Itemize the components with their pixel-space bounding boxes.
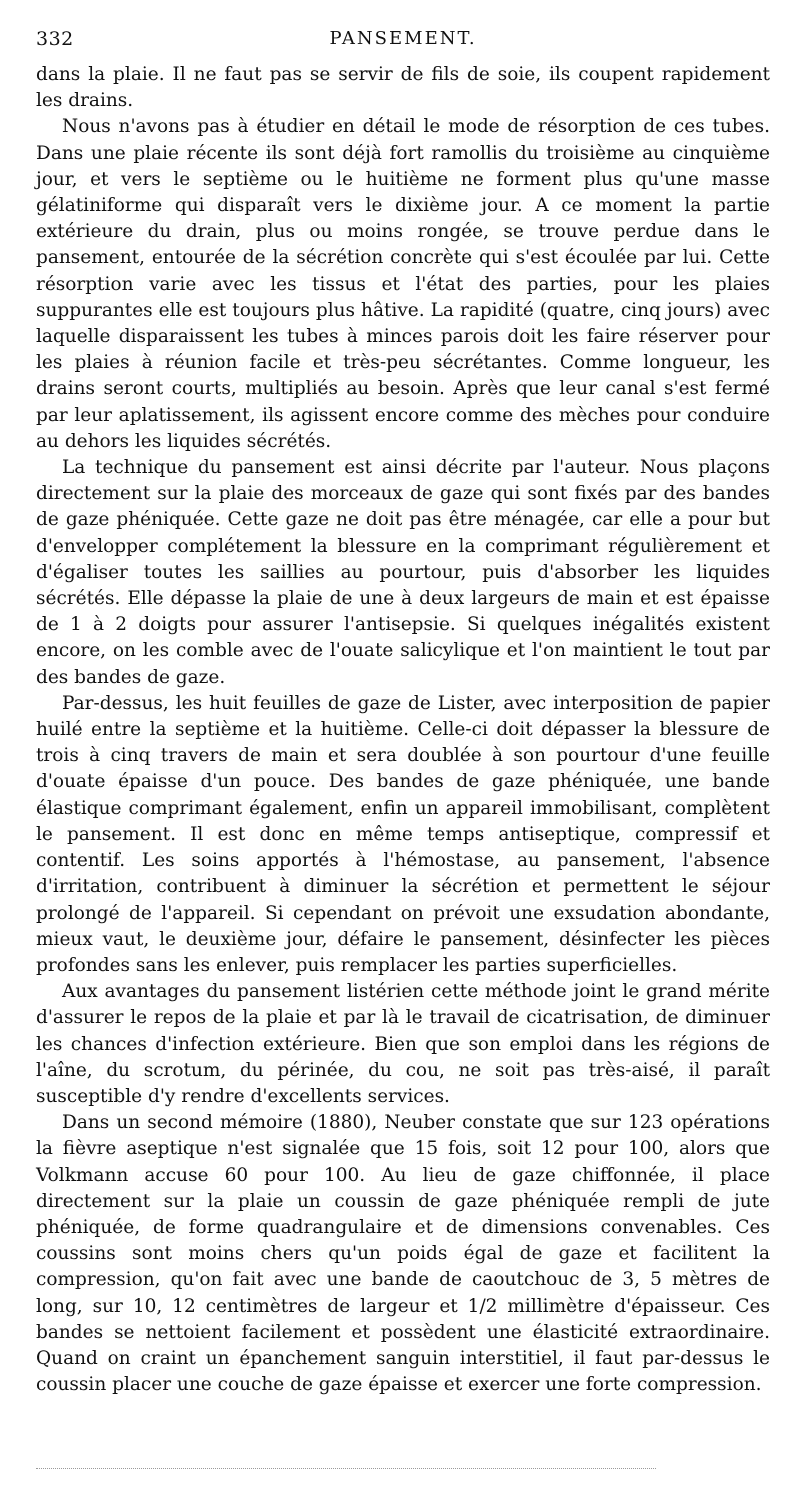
page-number: 332 — [36, 28, 74, 50]
paragraph-advantages: Aux avantages du pansement listérien cette méthode joint le grand mérite d'assurer le repos de la plaie et par là le travail de cicatrisation, de diminuer les chances d'infection extérieure. Bien que son emploi dans les régions de l'aîne, du scrotum, du périnée, du cou, ne soit pas très-aisé, il paraît susceptible d'y rendre d'excellents services. — [36, 981, 770, 1107]
running-title: PANSEMENT. — [329, 28, 477, 49]
paragraph-continued: dans la plaie. Il ne faut pas se servir de fils de soie, ils coupent rapidement les drains. — [36, 64, 770, 112]
paragraph-dressing-technique: La technique du pansement est ainsi décrite par l'auteur. Nous plaçons directement sur la plaie des morceaux de gaze qui sont fixés par des bandes de gaze phéniquée. Cette gaze ne doit pas être ménagée, car elle a pour but d'envelopper complétement la blessure en la comprimant régulièrement et d'égaliser toutes les saillies au pourtour, puis d'absorber les liquides sécrétés. Elle dépasse la plaie de une à deux largeurs de main et est épaisse de 1 à 2 doigts pour assurer l'antisepsie. Si quelques inégalités existent encore, on les comble avec de l'ouate salicylique et l'on maintient le tout par des bandes de gaze. — [36, 457, 770, 688]
paragraph-drain-resorption: Nous n'avons pas à étudier en détail le mode de résorption de ces tubes. Dans une plaie récente ils sont déjà fort ramollis du troisième au cinquième jour, et vers le septième ou le huitième ne forment plus qu'une masse gélatiniforme qui disparaît vers le dixième jour. A ce moment la partie extérieure du drain, plus ou moins rongée, se trouve perdue dans le pansement, entourée de la sécrétion concrète qui s'est écoulée par lui. Cette résorption varie avec les tissus et l'état des parties, pour les plaies suppurantes elle est toujours plus hâtive. La rapidité (quatre, cinq jours) avec laquelle disparaissent les tubes à minces parois doit les faire réserver pour les plaies à réunion facile et très-peu sécrétantes. Comme longueur, les drains seront courts, multipliés au besoin. Après que leur canal s'est fermé par leur aplatissement, ils agissent encore comme des mèches pour conduire au dehors les liquides sécrétés. — [36, 116, 770, 452]
footer-dotted-rule — [36, 1468, 656, 1469]
running-header — [36, 28, 770, 62]
paragraph-second-memoir: Dans un second mémoire (1880), Neuber constate que sur 123 opérations la fièvre aseptique n'est signalée que 15 fois, soit 12 pour 100, alors que Volkmann accuse 60 pour 100. Au lieu de gaze chiffonnée, il place directement sur la plaie un coussin de gaze phéniquée rempli de jute phéniquée, de forme quadrangulaire et de dimensions convenables. Ces coussins sont moins chers qu'un poids égal de gaze et facilitent la compression, qu'on fait avec une bande de caoutchouc de 3, 5 mètres de long, sur 10, 12 centimètres de largeur et 1/2 millimètre d'épaisseur. Ces bandes se nettoient facilement et possèdent une élasticité extraordinaire. Quand on craint un épanchement sanguin interstitiel, il faut par-dessus le coussin placer une couche de gaze épaisse et exercer une forte compression. — [36, 1112, 770, 1396]
body-text — [36, 62, 770, 1398]
paragraph-lister-gauze: Par-dessus, les huit feuilles de gaze de Lister, avec interposition de papier huilé entre la septième et la huitième. Celle-ci doit dépasser la blessure de trois à cinq travers de main et sera doublée à son pourtour d'une feuille d'ouate épaisse d'un pouce. Des bandes de gaze phéniquée, une bande élastique comprimant également, enfin un appareil immobilisant, complètent le pansement. Il est donc en même temps antiseptique, compressif et contentif. Les soins apportés à l'hémostase, au pansement, l'absence d'irritation, contribuent à diminuer la sécrétion et permettent le séjour prolongé de l'appareil. Si cependant on prévoit une exsudation abondante, mieux vaut, le deuxième jour, défaire le pansement, désinfecter les pièces profondes sans les enlever, puis remplacer les parties superficielles. — [36, 692, 770, 976]
book-page — [36, 28, 770, 1398]
